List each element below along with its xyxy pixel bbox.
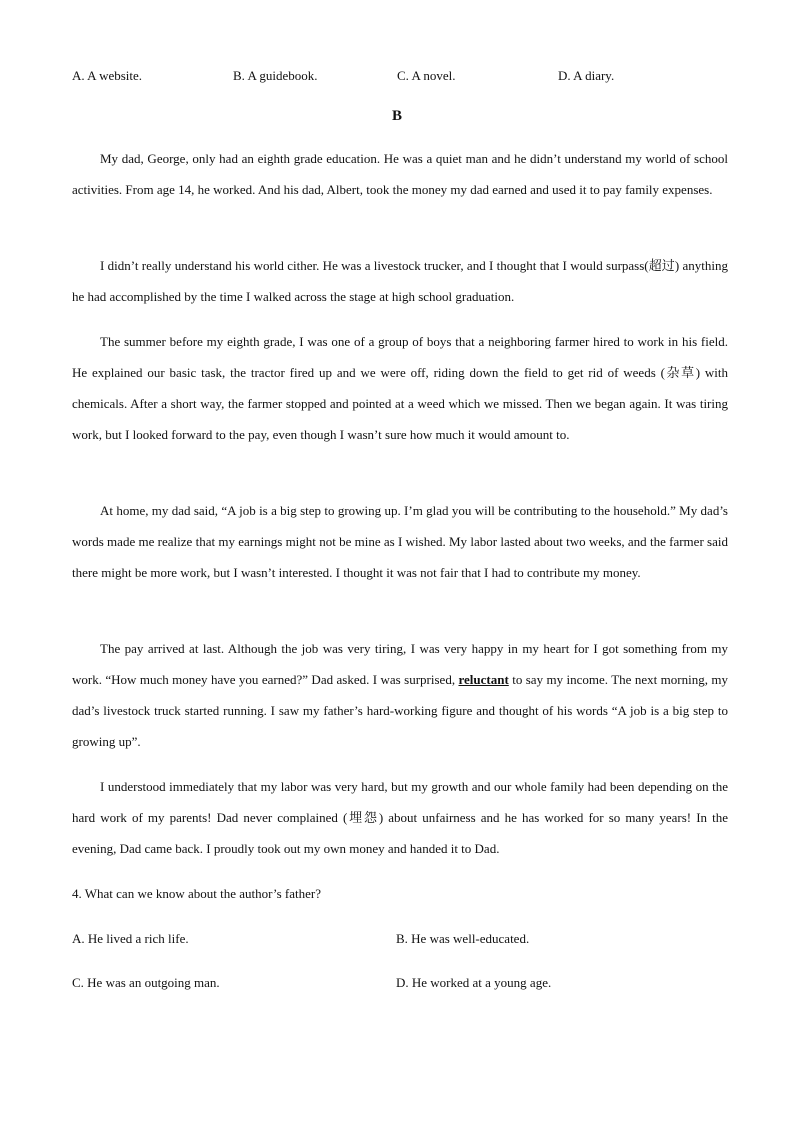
q4-option-c[interactable]: C. He was an outgoing man. <box>72 975 220 990</box>
option-d[interactable]: D. A diary. <box>558 68 615 83</box>
section-heading: B <box>391 108 402 124</box>
question-4-stem: 4. What can we know about the author’s father? <box>72 886 321 901</box>
previous-question-options <box>72 68 732 88</box>
question-4-options-row-2 <box>72 975 732 995</box>
passage-paragraph-2: I didn’t really understand his world cither. He was a livestock trucker, and I thought that I would surpass(超过) anything he had accomplished by the time I walked across the stage at high school graduation. <box>72 258 728 304</box>
option-b[interactable]: B. A guidebook. <box>233 68 318 83</box>
passage-paragraph-5 <box>72 633 728 757</box>
passage-paragraph-4: At home, my dad said, “A job is a big step to growing up. I’m glad you will be contributing to the household.” My dad’s words made me realize that my earnings might not be mine as I wished. My labor lasted about two weeks, and the farmer said there might be more work, but I wasn’t interested. I thought it was not fair that I had to contribute my money. <box>72 503 728 580</box>
keyword-reluctant: reluctant <box>458 672 509 687</box>
paragraph-5-text-start: The pay arrived at last. Although the job was very tiring, I was very happy in my heart for I got something from my work. “How much money have you earned?” Dad asked. I was surprised, <box>72 641 728 687</box>
q4-option-d[interactable]: D. He worked at a young age. <box>396 975 552 990</box>
question-4-options-row-1 <box>72 931 732 951</box>
option-c[interactable]: C. A novel. <box>397 68 456 83</box>
q4-option-a[interactable]: A. He lived a rich life. <box>72 931 189 946</box>
q4-option-b[interactable]: B. He was well-educated. <box>396 931 530 946</box>
paragraph-5-text-end: to say my income. The next morning, my dad’s livestock truck started running. I saw my father’s hard-working figure and thought of his words “A job is a big step to growing up”. <box>72 672 728 749</box>
passage-paragraph-6: I understood immediately that my labor was very hard, but my growth and our whole family had been depending on the hard work of my parents! Dad never complained (埋怨) about unfairness and he has worked for so many years! In the evening, Dad came back. I proudly took out my own money and handed it to Dad. <box>72 779 728 856</box>
option-a[interactable]: A. A website. <box>72 68 143 83</box>
passage-paragraph-1: My dad, George, only had an eighth grade education. He was a quiet man and he didn’t understand my world of school activities. From age 14, he worked. And his dad, Albert, took the money my dad earned and used it to pay family expenses. <box>72 151 728 197</box>
passage-paragraph-3: The summer before my eighth grade, I was one of a group of boys that a neighboring farmer hired to work in his field. He explained our basic task, the tractor fired up and we were off, riding down the field to get rid of weeds (杂草) with chemicals. After a short way, the farmer stopped and pointed at a weed which we missed. Then we began again. It was tiring work, but I looked forward to the pay, even though I wasn’t sure how much it would amount to. <box>72 334 728 442</box>
